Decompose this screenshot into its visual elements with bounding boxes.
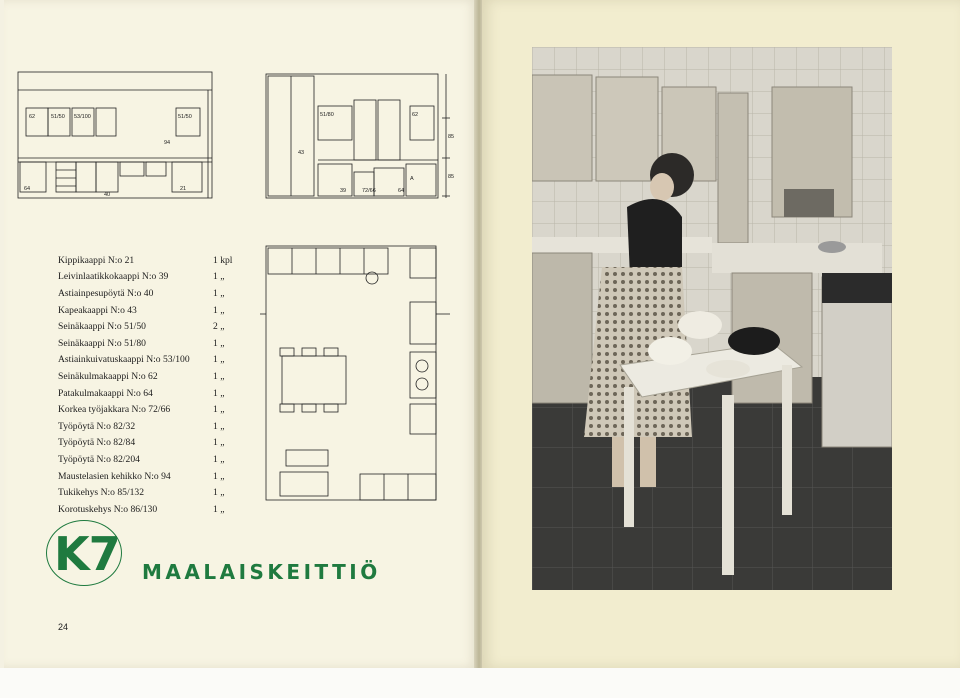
part-quantity: 1 „ — [213, 271, 225, 283]
elevation-label: 85 — [448, 134, 455, 140]
elevation-label: 64 — [24, 186, 31, 192]
page-number: 24 — [58, 622, 69, 632]
part-quantity: 1 kpl — [213, 254, 233, 266]
list-item — [58, 318, 258, 335]
scan-margin — [0, 668, 960, 698]
list-item — [58, 501, 258, 518]
elevation-label: 51/50 — [178, 114, 192, 120]
elevation-label: 39 — [340, 188, 347, 194]
part-name: Kapeakaappi N:o 43 — [58, 304, 137, 316]
list-item — [58, 368, 258, 385]
elevation-label: A — [410, 176, 414, 182]
part-quantity: 2 „ — [213, 321, 225, 333]
part-name: Tukikehys N:o 85/132 — [58, 487, 145, 499]
part-quantity: 1 „ — [213, 337, 225, 349]
list-item — [58, 451, 258, 468]
elevation-label: 43 — [298, 150, 305, 156]
title-block — [44, 520, 464, 590]
part-quantity: 1 „ — [213, 503, 225, 515]
model-code: K7 — [54, 527, 120, 581]
part-name: Astiainpesupöytä N:o 40 — [58, 287, 154, 299]
elevation-label: 51/80 — [320, 112, 334, 118]
floor-plan — [258, 234, 458, 506]
part-name: Maustelasien kehikko N:o 94 — [58, 470, 171, 482]
list-item — [58, 269, 258, 286]
part-quantity: 1 „ — [213, 420, 225, 432]
part-quantity: 1 „ — [213, 470, 225, 482]
part-quantity: 1 „ — [213, 453, 225, 465]
part-quantity: 1 „ — [213, 287, 225, 299]
part-name: Leivinlaatikkokaappi N:o 39 — [58, 271, 169, 283]
part-quantity: 1 „ — [213, 370, 225, 382]
part-name: Työpöytä N:o 82/84 — [58, 437, 136, 449]
list-item — [58, 401, 258, 418]
part-quantity: 1 „ — [213, 304, 225, 316]
list-item — [58, 352, 258, 369]
part-name: Seinäkaappi N:o 51/50 — [58, 321, 146, 333]
elevation-label: 40 — [104, 192, 111, 198]
elevation-label: 21 — [180, 186, 187, 192]
part-name: Kippikaappi N:o 21 — [58, 254, 135, 266]
elevation-label: 51/50 — [51, 114, 65, 120]
list-item — [58, 385, 258, 402]
part-quantity: 1 „ — [213, 354, 225, 366]
part-name: Korotuskehys N:o 86/130 — [58, 503, 158, 515]
list-item — [58, 484, 258, 501]
parts-list — [58, 252, 258, 518]
part-name: Seinäkulmakaappi N:o 62 — [58, 370, 158, 382]
list-item — [58, 335, 258, 352]
elevation-label: 85 — [448, 174, 455, 180]
elevation-drawing-right — [262, 68, 462, 202]
list-item — [58, 435, 258, 452]
elevation-label: 62 — [412, 112, 419, 118]
part-quantity: 1 „ — [213, 437, 225, 449]
elevation-label: 53/100 — [74, 114, 91, 120]
list-item — [58, 468, 258, 485]
part-name: Korkea työjakkara N:o 72/66 — [58, 404, 171, 416]
part-quantity: 1 „ — [213, 487, 225, 499]
part-name: Työpöytä N:o 82/32 — [58, 420, 136, 432]
part-name: Patakulmakaappi N:o 64 — [58, 387, 153, 399]
part-name: Työpöytä N:o 82/204 — [58, 453, 140, 465]
list-item — [58, 285, 258, 302]
part-quantity: 1 „ — [213, 387, 225, 399]
list-item — [58, 252, 258, 269]
part-name: Seinäkaappi N:o 51/80 — [58, 337, 146, 349]
list-item — [58, 418, 258, 435]
elevation-label: 62 — [29, 114, 36, 120]
kitchen-photo — [532, 47, 892, 590]
elevation-drawing-left — [16, 70, 216, 202]
part-quantity: 1 „ — [213, 404, 225, 416]
list-item — [58, 302, 258, 319]
elevation-label: 64 — [398, 188, 405, 194]
elevation-label: 94 — [164, 140, 171, 146]
part-name: Astiainkuivatuskaappi N:o 53/100 — [58, 354, 190, 366]
page-title: MAALAISKEITTIÖ — [142, 560, 381, 584]
elevation-label: 72/66 — [362, 188, 376, 194]
